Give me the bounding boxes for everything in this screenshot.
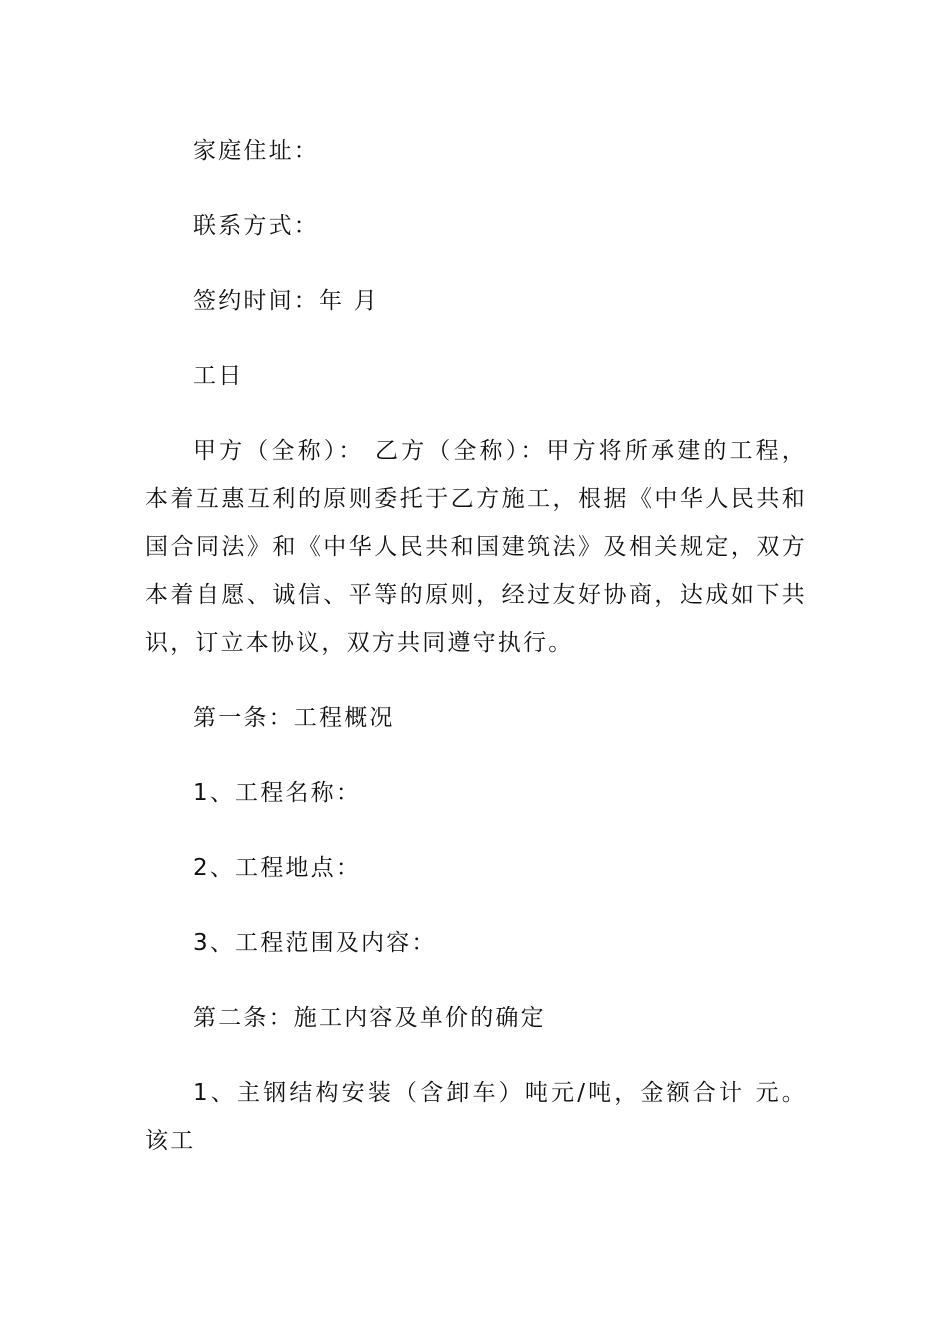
project-scope-line: 3、工程范围及内容： [193,930,437,956]
agreement-preamble-paragraph: 甲方（全称）： 乙方（全称）：甲方将所承建的工程，本着互惠互利的原则委托于乙方施工，根据《中华人民共和国合同法》和《中华人民共和国建筑法》及相关规定，双方本着自愿、诚信、平等的原则，经过友好协商，达成如下共识，订立本协议，双方共同遵守执行。 [145,438,807,656]
signing-date-line: 签约时间：年 月 [193,288,379,314]
project-location-line: 2、工程地点： [193,855,362,881]
day-line: 工日 [193,363,244,389]
steel-structure-item-line: 1、主钢结构安装（含卸车）吨元/吨，金额合计 元。该工 [145,1080,807,1154]
article-two-heading: 第二条：施工内容及单价的确定 [193,1005,546,1031]
home-address-line: 家庭住址： [193,138,319,164]
document-body [145,127,807,1165]
article-one-heading: 第一条：工程概况 [193,705,395,731]
project-name-line: 1、工程名称： [193,780,362,806]
contact-info-line: 联系方式： [193,213,319,239]
